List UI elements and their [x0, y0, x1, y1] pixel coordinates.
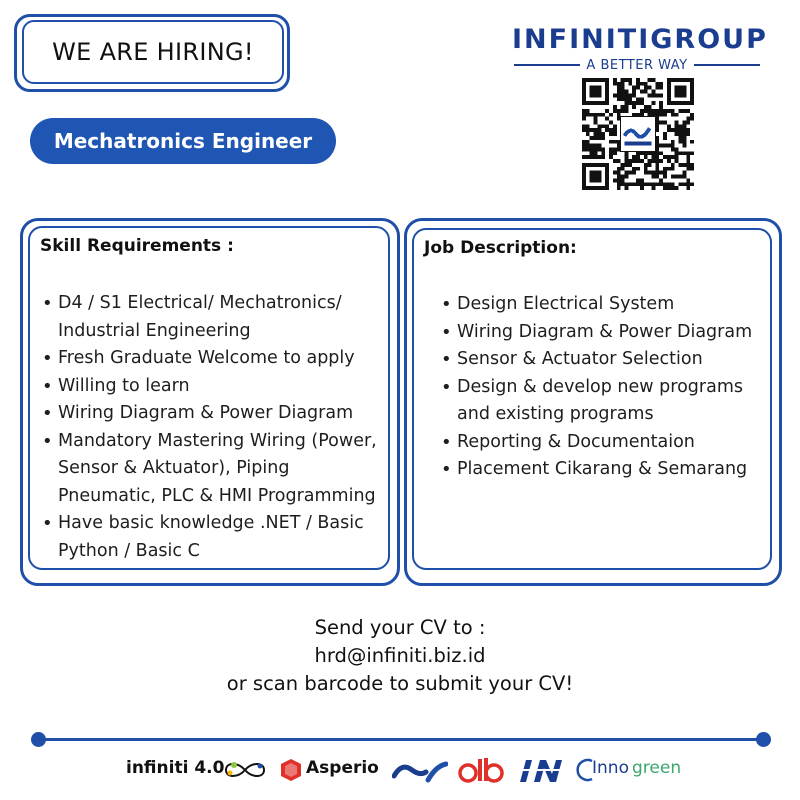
job-description-title: Job Description: [424, 238, 577, 258]
list-item-line: • Design & develop new programs [457, 376, 743, 397]
list-item [36, 290, 377, 345]
partner-green-label: green [632, 758, 682, 778]
job-title-badge: Mechatronics Engineer [30, 118, 336, 164]
list-item-line: • Wiring Diagram & Power Diagram [457, 321, 753, 342]
list-item-line: Sensor & Aktuator), Piping [58, 458, 290, 478]
cta-email[interactable]: hrd@infiniti.biz.id [314, 644, 486, 667]
job-description-list [435, 291, 752, 484]
list-item-line: Python / Basic C [58, 540, 200, 561]
list-item [36, 400, 377, 428]
list-item-line: • Sensor & Actuator Selection [457, 349, 703, 369]
list-item [435, 319, 752, 347]
partner-infiniti-label: infiniti 4.0 [126, 758, 225, 778]
qr-code-icon[interactable] [582, 78, 694, 190]
partner-logos [0, 752, 800, 788]
tagline-rule-right [694, 64, 760, 66]
atb-logo-icon [456, 756, 508, 784]
brand-tagline: A BETTER WAY [586, 57, 688, 73]
list-item [435, 429, 752, 457]
list-item-line: Industrial Engineering [58, 320, 251, 341]
brand-tagline-row [514, 56, 760, 74]
list-item [435, 346, 752, 374]
list-item [435, 374, 752, 429]
tagline-rule-left [514, 64, 580, 66]
list-item [36, 428, 377, 511]
partner-asperio-label: Asperio [306, 758, 379, 778]
list-item [435, 456, 752, 484]
list-item-line: • Willing to learn [58, 375, 190, 396]
list-item [36, 510, 377, 565]
cta-send-cv: Send your CV to : [314, 616, 486, 639]
in-logo-icon [514, 758, 570, 784]
infiniti-wave-icon [392, 758, 448, 784]
list-item-line: • Design Electrical System [457, 294, 675, 314]
list-item [36, 373, 377, 401]
footer-divider [38, 738, 764, 741]
list-item-line: • D4 / S1 Electrical/ Mechatronics/ [58, 293, 342, 313]
hiring-heading: WE ARE HIRING! [22, 20, 284, 84]
list-item [36, 345, 377, 373]
skills-card [28, 226, 390, 570]
brand-logo-text: INFINITIGROUP [512, 24, 768, 55]
list-item-line: • Mandatory Mastering Wiring (Power, [58, 430, 377, 451]
job-description-card [412, 228, 772, 570]
cta-scan: or scan barcode to submit your CV! [226, 672, 574, 695]
list-item-line: • Placement Cikarang & Semarang [457, 459, 748, 479]
skills-title: Skill Requirements : [40, 236, 234, 256]
list-item-line: and existing programs [457, 404, 654, 424]
list-item-line: • Have basic knowledge .NET / Basic [58, 513, 364, 533]
list-item-line: • Fresh Graduate Welcome to apply [58, 348, 355, 368]
asperio-cube-icon [280, 758, 302, 782]
partner-inno-label: Inno [592, 758, 629, 778]
footer-dot-right [756, 732, 771, 747]
list-item-line: Pneumatic, PLC & HMI Programming [58, 485, 376, 506]
infinity-loop-icon [220, 756, 270, 784]
list-item-line: • Reporting & Documentaion [457, 431, 695, 452]
list-item [435, 291, 752, 319]
list-item-line: • Wiring Diagram & Power Diagram [58, 403, 354, 423]
skills-list [36, 290, 377, 565]
